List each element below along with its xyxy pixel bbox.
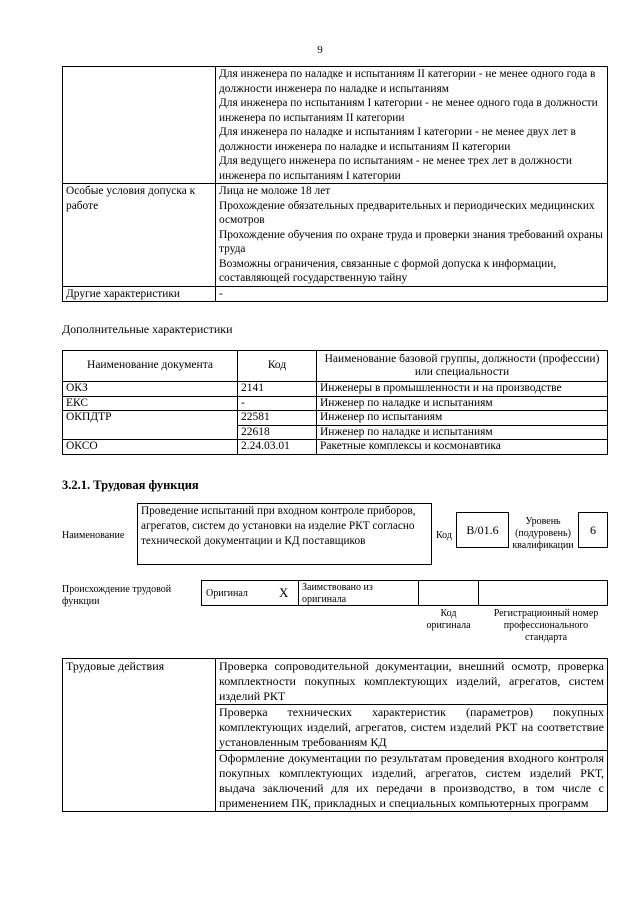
origin-label: Происхождение трудовой функции — [62, 584, 172, 607]
doc-cell: ОКПДТР — [63, 411, 238, 440]
column-header: Код — [238, 351, 317, 382]
requirement-text: Для инженера по наладке и испытаниям I категории - не менее двух лет в должности инженера по наладке и испытаниям II категории — [219, 126, 576, 153]
original-code-box — [418, 580, 479, 606]
registration-caption: Регистрационный номер профессионального стандарта — [493, 608, 599, 643]
additional-characteristics-title: Дополнительные характеристики — [62, 322, 233, 336]
row-values — [216, 184, 608, 287]
action-item: Проверка технических характеристик (параметров) покупных комплектующих изделий, агрегатов, систем изделий РКТ на соответствие установленным требованиям КД — [216, 705, 608, 751]
labor-actions-table — [62, 658, 608, 812]
row-values — [216, 286, 608, 302]
action-item: Проверка сопроводительной документации, внешний осмотр, проверка комплектности покупных комплектующих изделий, агрегатов, систем изделий РКТ — [216, 659, 608, 705]
additional-characteristics-table — [62, 350, 608, 455]
condition-text: Возможны ограничения, связанные с формой допуска к информации, составляющей государственную тайну — [219, 257, 557, 284]
row-label: Другие характеристики — [63, 286, 216, 302]
table-row — [63, 67, 608, 184]
table-row — [63, 440, 608, 455]
doc-cell: ЕКС — [63, 396, 238, 411]
row-label: Особые условия допуска к работе — [63, 184, 216, 287]
requirement-text: Для инженера по испытаниям I категории - не менее одного года в должности инженера по испытаниям II категории — [219, 97, 598, 124]
table-row — [63, 659, 608, 705]
name-cell: Инженер по наладке и испытаниям — [317, 425, 608, 440]
level-label: Уровень (подуровень) квалификации — [512, 516, 574, 551]
requirements-table — [62, 66, 608, 302]
doc-cell: ОКСО — [63, 440, 238, 455]
code-cell: 22618 — [238, 425, 317, 440]
original-mark: X — [279, 585, 289, 600]
code-cell: 22581 — [238, 411, 317, 426]
action-item: Оформление документации по результатам проведения входного контроля покупных комплектующих изделий, агрегатов, систем изделий РКТ, выдача заключений для их передачи в производство, в том числе с применением ПК, прикладных и специальных компьютерных программ — [216, 751, 608, 812]
table-row — [63, 286, 608, 302]
qualification-level-box: 6 — [578, 512, 608, 548]
page-number: 9 — [317, 44, 323, 56]
column-header: Наименование базовой группы, должности (профессии) или специальности — [317, 351, 608, 382]
code-label: Код — [436, 530, 452, 541]
name-cell: Инженер по наладке и испытаниям — [317, 396, 608, 411]
original-label: Оригинал — [206, 588, 248, 599]
actions-label: Трудовые действия — [63, 659, 216, 812]
condition-text: Лица не моложе 18 лет — [219, 185, 331, 197]
function-code-box: В/01.6 — [456, 512, 509, 548]
other-characteristics-value: - — [219, 287, 223, 300]
name-cell: Инженеры в промышленности и на производстве — [317, 382, 608, 397]
table-header-row — [63, 351, 608, 382]
requirement-text: Для ведущего инженера по испытаниям - не менее трех лет в должности инженера по испытаниям I категории — [219, 155, 573, 182]
borrowed-box: Заимствовано из оригинала — [298, 580, 419, 606]
row-values — [216, 67, 608, 184]
registration-number-box — [478, 580, 608, 606]
code-cell: 2.24.03.01 — [238, 440, 317, 455]
row-label — [63, 67, 216, 184]
doc-cell: ОКЗ — [63, 382, 238, 397]
section-title: 3.2.1. Трудовая функция — [62, 478, 199, 492]
name-label: Наименование — [62, 530, 125, 541]
requirement-text: Для инженера по наладке и испытаниям II категории - не менее одного года в должности инженера по наладке и испытаниям — [219, 68, 596, 95]
condition-text: Прохождение обучения по охране труда и проверки знания требований охраны труда — [219, 228, 603, 255]
original-box — [201, 580, 299, 606]
table-row — [63, 411, 608, 426]
function-name-box: Проведение испытаний при входном контроле приборов, агрегатов, систем до установки на изделие РКТ согласно технической документации и КД поставщиков — [137, 503, 432, 565]
name-cell: Инженер по испытаниям — [317, 411, 608, 426]
code-cell: - — [238, 396, 317, 411]
table-row — [63, 184, 608, 287]
code-caption: Код оригинала — [426, 608, 471, 631]
table-row — [63, 396, 608, 411]
name-cell: Ракетные комплексы и космонавтика — [317, 440, 608, 455]
code-cell: 2141 — [238, 382, 317, 397]
condition-text: Прохождение обязательных предварительных и периодических медицинских осмотров — [219, 199, 595, 226]
table-row — [63, 382, 608, 397]
column-header: Наименование документа — [63, 351, 238, 382]
